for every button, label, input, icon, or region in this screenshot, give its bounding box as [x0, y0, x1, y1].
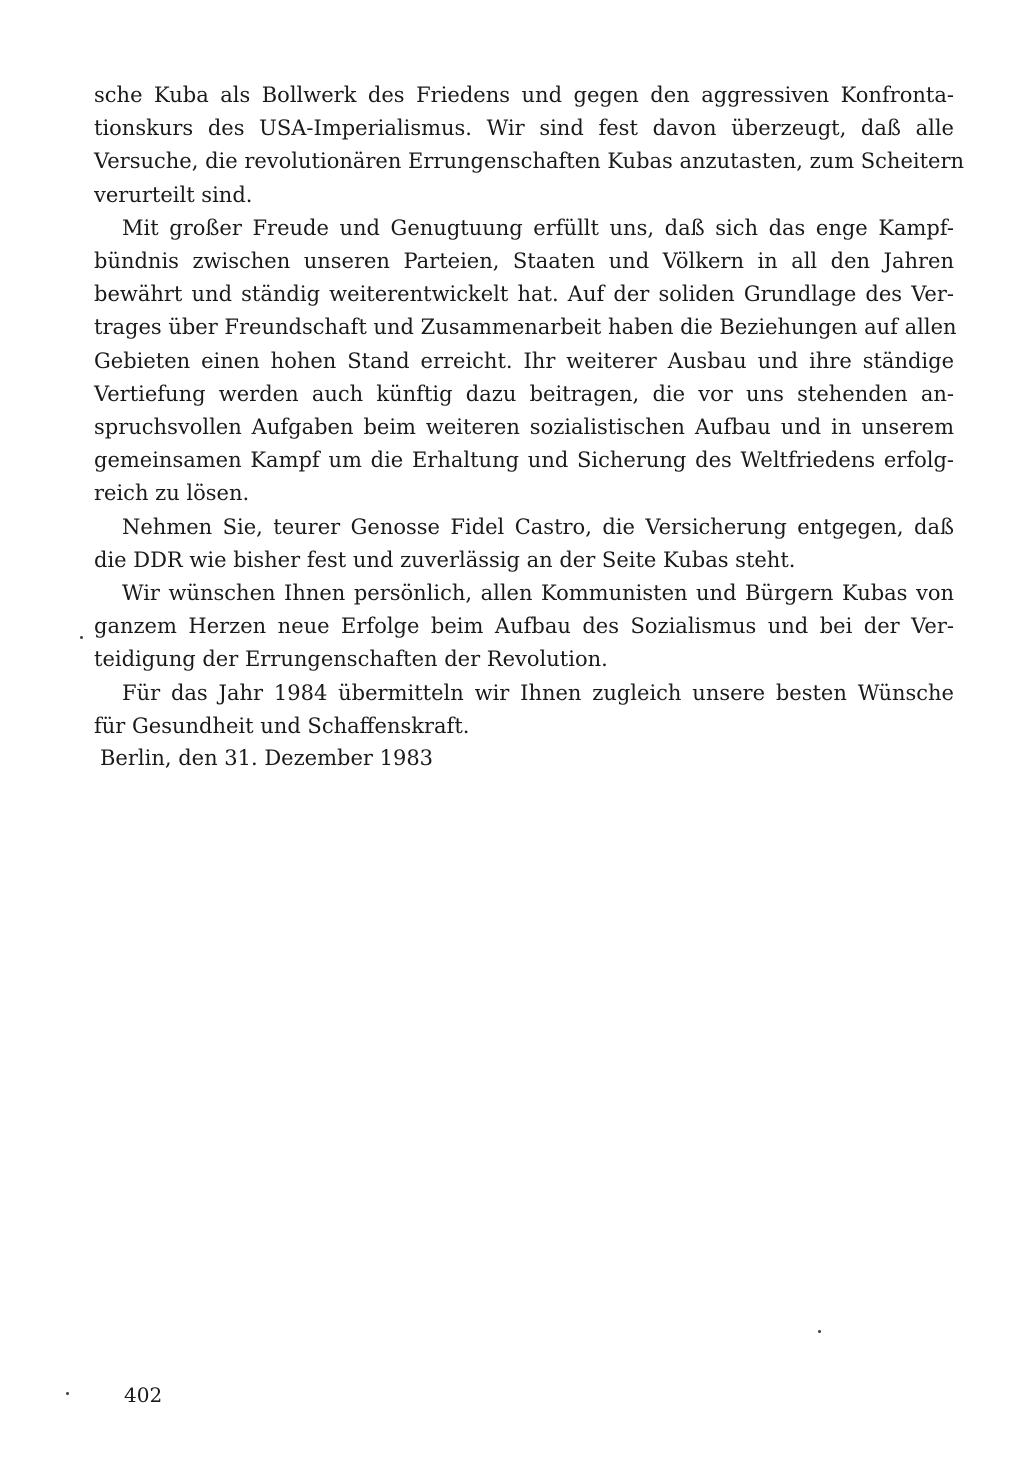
letter-body	[94, 79, 965, 743]
text-line: die DDR wie bisher fest und zuverlässig an der Seite Kubas steht.	[94, 547, 796, 572]
text-line: für Gesundheit und Schaffenskraft.	[94, 713, 470, 738]
text-line: Mit großer Freude und Genugtuung erfüllt uns, daß sich das enge Kampf-	[122, 215, 954, 240]
text-line: Wir wünschen Ihnen persönlich, allen Kommunisten und Bürgern Kubas von	[122, 581, 954, 606]
text-line: Versuche, die revolutionären Errungenschaften Kubas anzutasten, zum Scheitern	[94, 149, 965, 174]
text-line: verurteilt sind.	[94, 182, 253, 207]
text-line: bündnis zwischen unseren Parteien, Staaten und Völkern in all den Jahren	[94, 249, 954, 274]
text-line: trages über Freundschaft und Zusammenarbeit haben die Beziehungen auf allen	[94, 315, 957, 340]
text-line: Gebieten einen hohen Stand erreicht. Ihr weiterer Ausbau und ihre ständige	[94, 348, 954, 373]
text-line: ganzem Herzen neue Erfolge beim Aufbau des Sozialismus und bei der Ver-	[94, 614, 954, 639]
text-line: gemeinsamen Kampf um die Erhaltung und Sicherung des Weltfriedens erfolg-	[94, 448, 954, 473]
text-line: sche Kuba als Bollwerk des Friedens und gegen den aggressiven Konfronta-	[94, 83, 954, 107]
text-line: Für das Jahr 1984 übermitteln wir Ihnen zugleich unsere besten Wünsche	[122, 680, 954, 705]
text-line: tionskurs des USA-Imperialismus. Wir sind fest davon überzeugt, daß alle	[94, 116, 954, 141]
date-line: Berlin, den 31. Dezember 1983	[100, 746, 434, 770]
text-line: Vertiefung werden auch künftig dazu beitragen, die vor uns stehenden an-	[94, 381, 954, 406]
scan-speck	[818, 1330, 821, 1333]
text-line: teidigung der Errungenschaften der Revolution.	[94, 647, 608, 672]
text-line: reich zu lösen.	[94, 481, 250, 506]
page-number: 402	[124, 1383, 163, 1407]
scan-speck	[80, 636, 83, 639]
text-line: spruchsvollen Aufgaben beim weiteren sozialistischen Aufbau und in unserem	[94, 415, 954, 440]
text-line: Nehmen Sie, teurer Genosse Fidel Castro, die Versicherung entgegen, daß	[122, 514, 954, 539]
text-line: bewährt und ständig weiterentwickelt hat. Auf der soliden Grundlage des Ver-	[94, 282, 954, 307]
scan-speck	[66, 1392, 69, 1395]
